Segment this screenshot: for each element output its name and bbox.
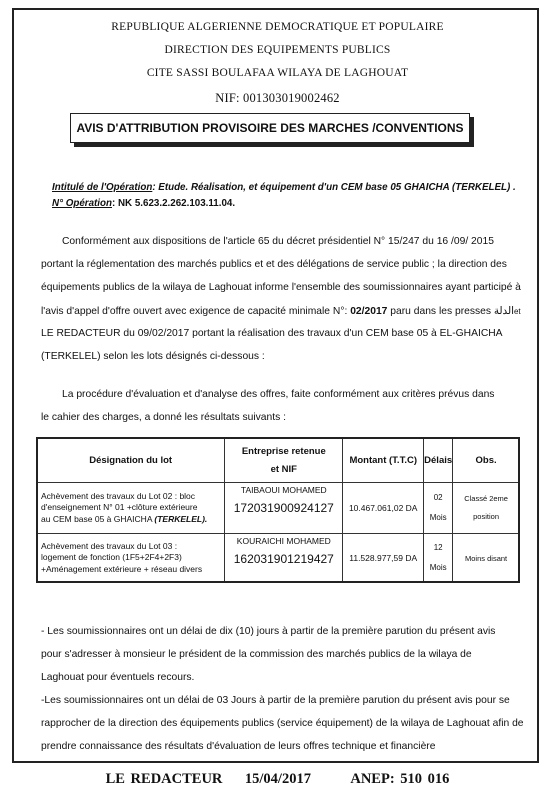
- results-table: [36, 437, 520, 583]
- company-cell: [225, 534, 343, 583]
- document-title: AVIS D'ATTRIBUTION PROVISOIRE DES MARCHES /CONVENTIONS: [70, 113, 470, 143]
- paragraph1-line5: LE REDACTEUR du 09/02/2017 portant la réalisation des travaux d'un CEM base 05 à EL-GHAICHA: [41, 328, 503, 339]
- table-header-row: [37, 438, 520, 483]
- lot-line: Achèvement des travaux du Lot 03 :: [41, 540, 178, 551]
- table-row: [37, 483, 520, 534]
- header-obs: Obs.: [453, 438, 520, 483]
- header-nif: NIF: 001303019002462: [215, 91, 340, 105]
- lot-cell: [37, 534, 225, 583]
- note1-line2: pour s'adresser à monsieur le président de la commission des marchés publics de la wilaya de: [41, 649, 472, 660]
- footer-date: 15/04/2017: [244, 771, 311, 787]
- lot-line-bold: (TERKELEL).: [154, 513, 208, 524]
- delay-unit: Mois: [429, 513, 447, 522]
- company-name: KOURAICHI MOHAMED: [236, 536, 331, 546]
- obs-line: Classé 2eme: [464, 494, 508, 503]
- p1-l4-et: et: [513, 307, 521, 316]
- header-delay: Délais: [424, 438, 453, 483]
- header-company-l1: Entreprise retenue: [241, 445, 326, 457]
- lot-line: logement de fonction (1F5+2F4+2F3): [41, 552, 182, 563]
- header-direction: DIRECTION DES EQUIPEMENTS PUBLICS: [164, 44, 391, 56]
- delay-cell: [424, 534, 453, 583]
- header-republic: REPUBLIQUE ALGERIENNE DEMOCRATIQUE ET POPULAIRE: [111, 21, 444, 33]
- obs-cell: [453, 534, 520, 583]
- footer-paper: LE REDACTEUR: [105, 771, 223, 787]
- operation-title: [52, 182, 516, 193]
- delay-unit: Mois: [429, 563, 447, 572]
- lot-line: +Aménagement extérieure + réseau divers: [41, 563, 203, 574]
- note2-line2: rapprocher de la direction des équipements publics (service équipement) de la wilaya de Laghouat afin de: [41, 718, 524, 729]
- paragraph2-line1: La procédure d'évaluation et d'analyse des offres, faite conformément aux critères prévus dans: [62, 389, 495, 400]
- operation-number-value: : NK 5.623.2.262.103.11.04.: [111, 198, 236, 209]
- paragraph1-line4: [41, 305, 521, 317]
- operation-number: [52, 198, 235, 209]
- obs-line: position: [473, 512, 499, 521]
- header-amount: Montant (T.T.C): [343, 438, 424, 483]
- paragraph1-line2: portant la réglementation des marchés publics et et des délégations de service public ; la direction des: [41, 259, 507, 270]
- lot-line: d'enseignement N° 01 +clôture extérieure: [41, 502, 198, 513]
- note1-line1: - Les soumissionnaires ont un délai de dix (10) jours à partir de la première parution du présent avis: [41, 626, 496, 637]
- obs-cell: [453, 483, 520, 534]
- note1-line3: Laghouat pour éventuels recours.: [41, 672, 195, 683]
- arabic-paper-name: الدلة: [493, 306, 514, 317]
- operation-number-label: N° Opération: [52, 198, 112, 209]
- header-company-l2: et NIF: [270, 463, 297, 475]
- note2-line3: prendre connaissance des résultats d'évaluation de leurs offres technique et financière: [41, 741, 436, 752]
- company-nif: 172031900924127: [233, 501, 334, 515]
- company-name: TAIBAOUI MOHAMED: [240, 485, 327, 495]
- p1-l4-text: l'avis d'appel d'offre ouvert avec exigence de capacité minimale N°:: [41, 306, 351, 317]
- company-nif: 162031901219427: [233, 552, 334, 566]
- footer: [0, 771, 555, 788]
- company-cell: [225, 483, 343, 534]
- paragraph1-line3: équipements publics de la wilaya de Laghouat informe l'ensemble des soumissionnaires ayant participé à: [41, 282, 521, 293]
- paragraph1-line6: (TERKELEL) selon les lots désignés ci-dessous :: [41, 351, 265, 362]
- delay-number: 12: [433, 543, 443, 552]
- amount-cell: 10.467.061,02 DA: [343, 483, 424, 534]
- delay-cell: [424, 483, 453, 534]
- p1-l4-text2: paru dans les presses: [387, 306, 494, 317]
- header-address: CITE SASSI BOULAFAA WILAYA DE LAGHOUAT: [146, 67, 409, 79]
- lot-cell: [37, 483, 225, 534]
- table-row: [37, 534, 520, 583]
- lot-line: au CEM base 05 à GHAICHA: [41, 513, 155, 524]
- delay-number: 02: [433, 493, 443, 502]
- footer-anep: ANEP: 510 016: [350, 771, 450, 787]
- obs-line: Moins disant: [465, 553, 508, 563]
- note2-line1: -Les soumissionnaires ont un délai de 03 Jours à partir de la première parution du présent avis pour se: [41, 695, 510, 706]
- header-lot: Désignation du lot: [37, 438, 225, 483]
- header-company: [225, 438, 343, 483]
- paragraph1-line1: Conformément aux dispositions de l'article 65 du décret présidentiel N° 15/247 du 16 /09/ 2015: [62, 236, 494, 247]
- paragraph2-line2: le cahier des charges, a donné les résultats suivants :: [41, 412, 286, 423]
- lot-line: Achèvement des travaux du Lot 02 : bloc: [41, 490, 196, 501]
- operation-label: Intitulé de l'Opération: [52, 182, 153, 193]
- avis-number: 02/2017: [350, 306, 388, 317]
- operation-text: : Etude. Réalisation, et équipement d'un CEM base 05 GHAICHA (TERKELEL) .: [152, 182, 516, 193]
- amount-cell: 11.528.977,59 DA: [343, 534, 424, 583]
